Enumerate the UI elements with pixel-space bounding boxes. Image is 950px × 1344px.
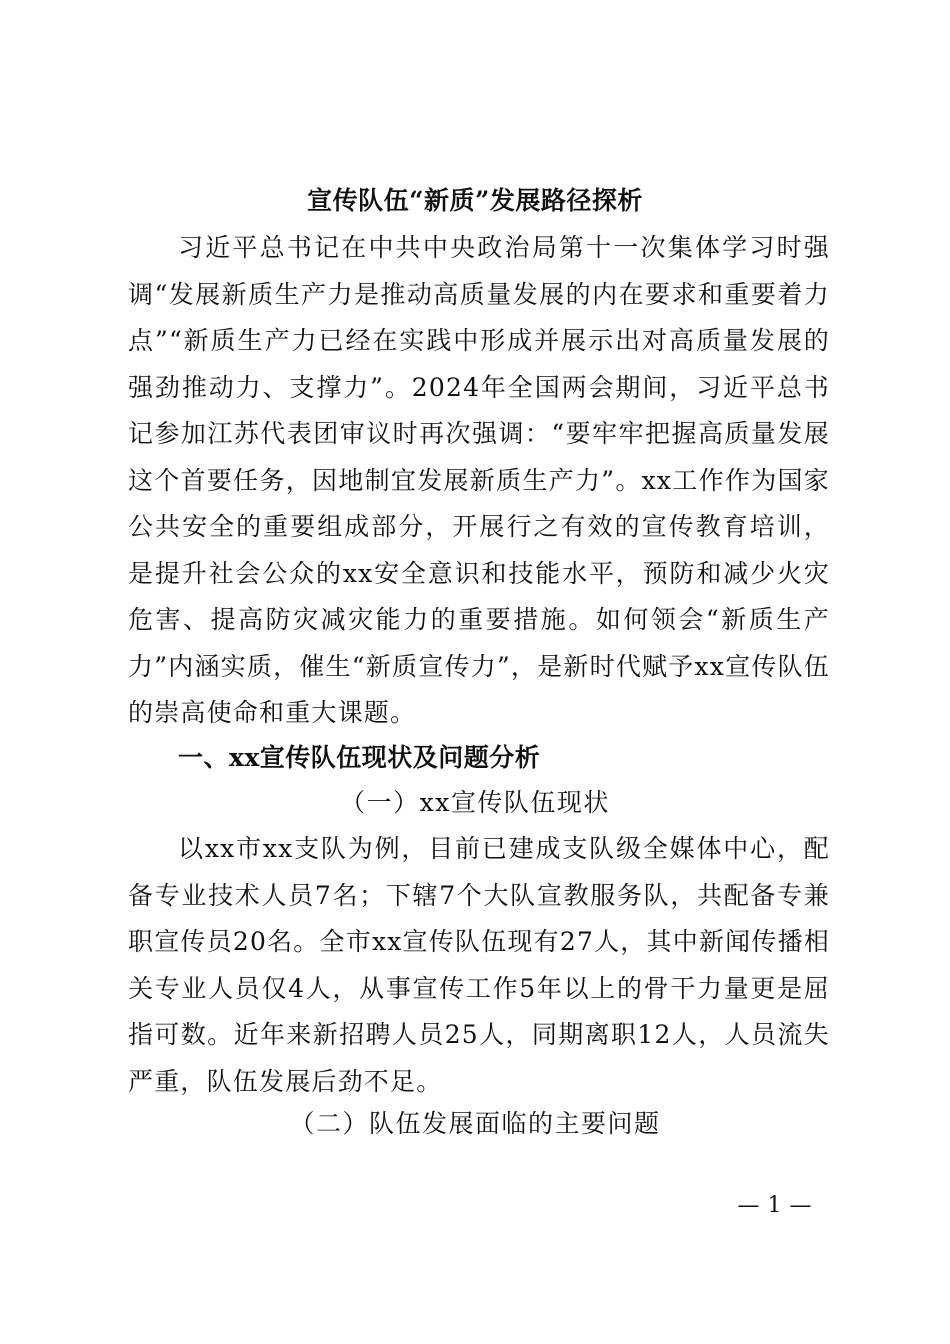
document-title: 宣传队伍“新质”发展路径探析 <box>307 186 643 215</box>
body-paragraph-status: 以xx市xx支队为例，目前已建成支队级全媒体中心，配备专业技术人员7名；下辖7个大队宣教服务队，共配备专兼职宣传员20名。全市xx宣传队伍现有27人，其中新闻传播相关专业人员仅4人，从事宣传工作5年以上的骨干力量更是屈指可数。近年来新招聘人员25人，同期离职12人，人员流失严重，队伍发展后劲不足。 <box>128 834 830 1096</box>
section-heading: 一、xx宣传队伍现状及问题分析 <box>178 743 541 772</box>
subheading-main-problems: （二）队伍发展面临的主要问题 <box>289 1109 661 1138</box>
body-paragraph-intro: 习近平总书记在中共中央政治局第十一次集体学习时强调“发展新质生产力是推动高质量发展的内在要求和重要着力点”“新质生产力已经在实践中形成并展示出对高质量发展的强劲推动力、支撑力”。2024年全国两会期间，习近平总书记参加江苏代表团审议时再次强调：“要牢牢把握高质量发展这个首要任务，因地制宜发展新质生产力”。xx工作作为国家公共安全的重要组成部分，开展行之有效的宣传教育培训，是提升社会公众的xx安全意识和技能水平，预防和减少火灾危害、提高防灾减灾能力的重要措施。如何领会“新质生产力”内涵实质，催生“新质宣传力”，是新时代赋予xx宣传队伍的崇高使命和重大课题。 <box>128 233 830 727</box>
page-number: — 1 — <box>737 1193 812 1218</box>
subheading-current-status: （一）xx宣传队伍现状 <box>340 788 610 817</box>
